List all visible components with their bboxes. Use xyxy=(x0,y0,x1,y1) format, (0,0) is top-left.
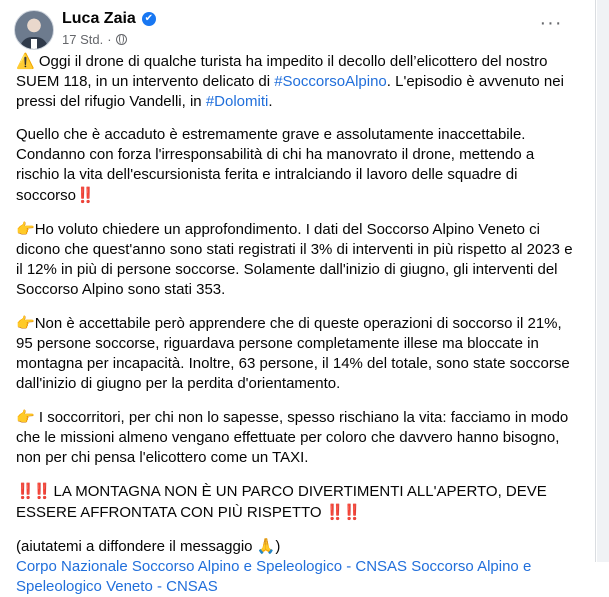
paragraph-1-text-a: Oggi il drone di qualche turista ha impedito il decollo dell’elicottero del nostro SUEM 118, in un intervento delicato di xyxy=(16,53,548,90)
verified-badge-icon: ✔ xyxy=(142,12,156,26)
hashtag-dolomiti[interactable]: #Dolomiti xyxy=(205,93,269,110)
paragraph-5-text: I soccorritori, per chi non lo sapesse, spesso rischiano la vita: facciamo in modo che le missioni almeno vengano effettuate per coloro che davvero hanno bisogno, non per chi pensa l'elicottero come un TAXI. xyxy=(16,409,569,466)
pointing-hand-icon: 👉 xyxy=(16,314,35,332)
author-avatar[interactable] xyxy=(14,10,54,50)
author-name[interactable]: Luca Zaia xyxy=(62,10,136,27)
paragraph-2 xyxy=(16,125,576,206)
scrollbar[interactable] xyxy=(597,0,609,562)
double-exclamation-icon: ‼️‼️ xyxy=(325,503,360,521)
paragraph-1-text-b: . L'episodio è avvenuto nei pressi del rifugio Vandelli, in xyxy=(16,73,564,110)
double-exclamation-icon: ‼️‼️ xyxy=(16,482,50,500)
hashtag-soccorso-alpino[interactable]: #SoccorsoAlpino xyxy=(274,73,387,90)
pointing-hand-icon: 👉 xyxy=(16,408,35,426)
paragraph-6 xyxy=(16,481,576,523)
author-row xyxy=(62,10,156,28)
paragraph-6-text: LA MONTAGNA NON È UN PARCO DIVERTIMENTI ALL'APERTO, DEVE ESSERE AFFRONTATA CON PIÙ RISPETTO xyxy=(16,483,547,521)
paragraph-5 xyxy=(16,407,576,468)
paragraph-3-text: Ho voluto chiedere un approfondimento. I dati del Soccorso Alpino Veneto ci dicono che quest'anno sono stati registrati il 3% di interventi in più rispetto al 2023 e il 12% in più di persone soccorse. Solamente dall'inizio di giugno, gli interventi del Soccorso Alpino sono stati 353. xyxy=(16,221,573,298)
post-body xyxy=(16,51,576,597)
post-header xyxy=(12,8,583,52)
avatar-shirt xyxy=(31,39,37,49)
post-timestamp[interactable]: 17 Std. xyxy=(62,32,104,47)
more-options-button[interactable]: ··· xyxy=(539,12,563,34)
paragraph-1-text-c: . xyxy=(268,93,273,110)
pointing-hand-icon: 👉 xyxy=(16,220,35,238)
paragraph-1 xyxy=(16,51,576,112)
double-exclamation-icon: ‼️ xyxy=(76,186,93,204)
paragraph-7 xyxy=(16,536,576,597)
paragraph-3 xyxy=(16,219,576,300)
praying-hands-icon: 🙏 xyxy=(256,537,276,555)
post-meta xyxy=(62,32,127,47)
paragraph-4 xyxy=(16,313,576,394)
cnsas-page-link[interactable]: Corpo Nazionale Soccorso Alpino e Speleologico - CNSAS Soccorso Alpino e Speleologico Veneto - CNSAS xyxy=(16,558,532,595)
meta-separator: · xyxy=(107,32,112,47)
globe-icon[interactable] xyxy=(116,34,127,45)
warning-icon: ⚠️ xyxy=(16,52,35,70)
paragraph-4-text: Non è accettabile però apprendere che di queste operazioni di soccorso il 21%, 95 persone soccorse, riguardava persone completamente illese ma bloccate in montagna per incapacità. Inoltre, 63 persone, il 14% del totale, sono state soccorse dall'inizio di giugno per la perdita d'orientamento. xyxy=(16,315,570,392)
paragraph-2-text: Quello che è accaduto è estremamente grave e assolutamente inaccettabile. Condanno con forza l'irresponsabilità di chi ha manovrato il drone, mettendo a rischio la vita dell'escursionista ferita e intralciando il lavoro delle squadre di soccorso xyxy=(16,126,535,204)
paragraph-7-text-end: ) xyxy=(275,538,281,555)
paragraph-7-text: (aiutatemi a diffondere il messaggio xyxy=(16,538,257,555)
